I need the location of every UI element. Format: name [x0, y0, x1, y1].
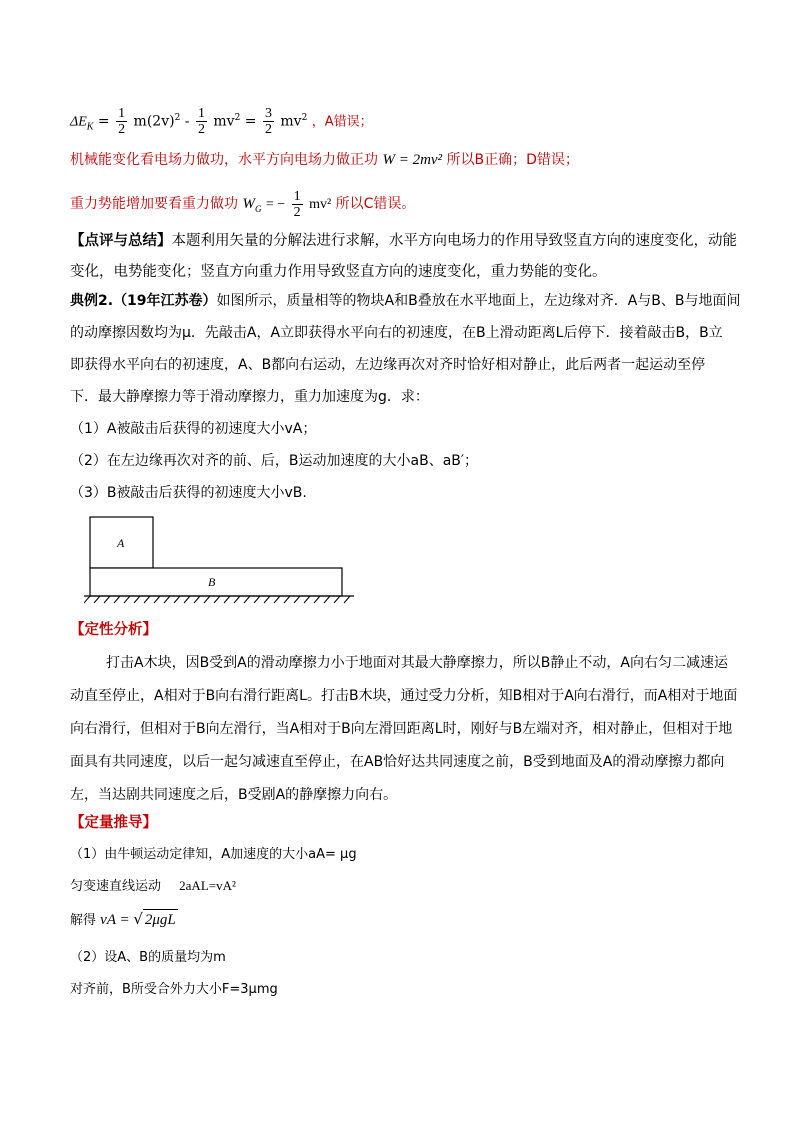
hatch-mark	[224, 596, 230, 603]
equals-sign-2: =	[244, 113, 261, 130]
example-text-4: 下．最大静摩擦力等于滑动摩擦力，重力加速度为g．求：	[70, 389, 429, 405]
hatch-mark	[124, 596, 130, 603]
hatch-mark	[84, 596, 90, 603]
hatch-mark	[234, 596, 240, 603]
conclusion-a-wrong: ，A错误；	[311, 114, 373, 130]
qualitative-line-1: 打击A木块，因B受到A的滑动摩擦力小于地面对其最大静摩擦力，所以B静止不动，A向右匀二减速运	[106, 655, 728, 671]
potential-energy-text: 重力势能增加要看重力做功	[70, 196, 238, 212]
va-symbol: vA =	[100, 912, 134, 928]
hatch-mark	[204, 596, 210, 603]
term-mv2: mv	[213, 113, 235, 130]
qualitative-line-3: 向右滑行，但相对于B向左滑行，当A相对于B向左滑回距离L时，刚好与B左端对齐，相对静止，但相对于地	[70, 721, 733, 737]
term-m-2v-sup: 2	[174, 113, 181, 123]
hatch-mark	[214, 596, 220, 603]
hatch-mark	[154, 596, 160, 603]
hatch-mark	[194, 596, 200, 603]
conclusion-b-right: 所以B正确；D错误；	[446, 152, 579, 168]
fraction-half-2: $\frac{1}{2}$	[197, 106, 205, 138]
hatch-mark	[174, 596, 180, 603]
hatch-mark	[304, 596, 310, 603]
blocks-figure	[84, 512, 360, 604]
mechanical-energy-text: 机械能变化看电场力做功，水平方向电场力做正功	[70, 152, 378, 168]
quantitative-step-3	[70, 909, 178, 931]
term-m-2v: m(2v)	[133, 113, 175, 130]
hatch-mark	[184, 596, 190, 603]
example-text-1: 如图所示，质量相等的物块A和B叠放在水平地面上，左边缘对齐．A与B、B与地面间	[216, 293, 741, 309]
work-formula: W = 2mv²	[382, 152, 443, 168]
summary-line-1	[70, 231, 737, 251]
hatch-mark	[314, 596, 320, 603]
question-2	[70, 451, 478, 471]
question-3	[70, 483, 307, 503]
summary-line-2	[70, 262, 607, 282]
quantitative-step-1: （1）由牛顿运动定律知，A加速度的大小aA= μg	[70, 847, 357, 862]
equals-sign: =	[97, 113, 115, 130]
wg-symbol: $W_G$	[242, 196, 262, 214]
example-label: 典例2.	[70, 293, 114, 309]
hatch-mark	[104, 596, 110, 603]
question-2-text: （2）在左边缘再次对齐的前、后，B运动加速度的大小aB、aB′；	[70, 453, 479, 469]
quantitative-label: 【定量推导】	[70, 815, 157, 831]
block-a-label: A	[117, 536, 125, 550]
block-b-label: B	[208, 575, 216, 589]
qualitative-line-5: 左，当达剧共同速度之后，B受剧A的静摩擦力向右。	[70, 787, 398, 803]
hatch-mark	[114, 596, 120, 603]
hatch-mark	[294, 596, 300, 603]
fraction-half-1: $\frac{1}{2}$	[118, 106, 126, 138]
quantitative-step-2	[70, 876, 236, 897]
hatch-mark	[274, 596, 280, 603]
hatch-mark	[94, 596, 100, 603]
example-line-4	[70, 387, 429, 407]
potential-energy-line	[70, 186, 415, 222]
quantitative-step-4: （2）设A、B的质量均为m	[70, 950, 226, 965]
hatch-mark	[264, 596, 270, 603]
hatch-mark	[284, 596, 290, 603]
example-text-2: 的动摩擦因数均为μ．先敲击A，A立即获得水平向右的初速度，在B上滑动距离L后停下．接着敲击B，B立	[70, 325, 723, 341]
hatch-mark	[344, 596, 350, 603]
kinetic-energy-equation	[70, 100, 373, 136]
example-line-2	[70, 323, 723, 343]
delta-ek: ΔE	[70, 114, 87, 130]
term-mv2-sup: 2	[234, 113, 241, 123]
summary-label: 【点评与总结】	[70, 233, 172, 249]
fraction-neg-half: $\frac{1}{2}$	[293, 188, 301, 220]
example-text-3: 即获得水平向右的初速度，A、B都向右运动，左边缘再次对齐时恰好相对静止，此后两者一起运动至停	[70, 357, 706, 373]
question-3-text: （3）B被敲击后获得的初速度大小vB.	[70, 485, 307, 501]
example-line-3	[70, 355, 705, 375]
minus-sign: -	[184, 113, 194, 130]
question-1	[70, 419, 316, 439]
hatch-mark	[254, 596, 260, 603]
delta-ek-sub: K	[86, 121, 94, 133]
hatch-mark	[134, 596, 140, 603]
hatch-mark	[244, 596, 250, 603]
fraction-three-half: $\frac{3}{2}$	[264, 106, 272, 138]
hatch-mark	[324, 596, 330, 603]
wg-equals: = −	[265, 197, 286, 212]
uniform-motion-text: 匀变速直线运动	[70, 879, 162, 894]
summary-text-2: 变化，电势能变化；竖直方向重力作用导致竖直方向的速度变化，重力势能的变化。	[70, 264, 607, 280]
quantitative-step-5: 对齐前，B所受合外力大小F=3μmg	[70, 982, 278, 997]
solve-text: 解得	[70, 913, 97, 928]
ground-hatching	[84, 596, 350, 603]
block-b	[90, 568, 342, 596]
example-source: （19年江苏卷）	[113, 293, 217, 309]
term-mv2-result: mv	[280, 113, 302, 130]
term-mv2-result-sup: 2	[301, 113, 308, 123]
question-1-text: （1）A被敲击后获得的初速度大小vA；	[70, 421, 317, 437]
wg-mv2: mv²	[309, 197, 332, 212]
hatch-mark	[144, 596, 150, 603]
example-line-1	[70, 291, 741, 311]
uniform-motion-formula: 2aAL=vA²	[179, 878, 236, 893]
qualitative-line-2: 动直至停止，A相对于B向右滑行距离L。打击B木块，通过受力分析，知B相对于A向右滑行，而A相对于地面	[70, 688, 738, 704]
qualitative-label: 【定性分析】	[70, 622, 157, 638]
sqrt-content: 2μgL	[143, 909, 178, 930]
mechanical-energy-line	[70, 150, 579, 170]
hatch-mark	[334, 596, 340, 603]
qualitative-line-4: 面具有共同速度，以后一起匀减速直至停止，在AB恰好达共同速度之前，B受到地面及A的滑动摩擦力都向	[70, 754, 725, 770]
sqrt-sign: √	[133, 910, 143, 928]
summary-text-1: 本题利用矢量的分解法进行求解，水平方向电场力的作用导致竖直方向的速度变化，动能	[171, 233, 737, 249]
hatch-mark	[164, 596, 170, 603]
conclusion-c-wrong: 所以C错误。	[335, 196, 416, 212]
